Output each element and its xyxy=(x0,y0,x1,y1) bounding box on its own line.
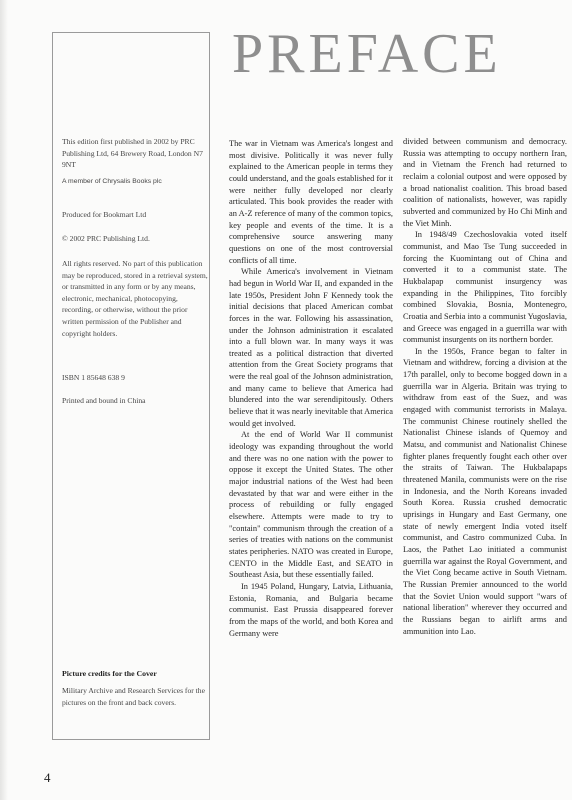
paragraph: In 1948/49 Czechoslovakia voted itself communist, and Mao Tse Tung succeeded in forcing the Kuomintang out of China and converted it to a communist state. The Hukbalapap communist insurgency was expanding in the Philippines, Tito forcibly combined Slovakia, Bosnia, Montenegro, Croatia and Serbia into a communist Yugoslavia, and Greece was engaged in a guerrilla war with communist insurgents on its northern border. xyxy=(403,230,567,345)
picture-credits-text: Military Archive and Research Services for the pictures on the front and back covers. xyxy=(62,686,205,707)
page-title: PREFACE xyxy=(232,23,502,85)
paragraph: At the end of World War II communist ideology was expanding throughout the world and there was no one nation with the power to oppose it except the United States. The other major industrial nations of the West had been devastated by that war and were either in the process of rebuilding or fully engaged elsewhere. Attempts were made to try to "contain" communism through the creation of a series of treaties with nations on the communist states peripheries. NATO was created in Europe, CENTO in the Middle East, and SEATO in Southeast Asia, but these essentially failed. xyxy=(229,430,393,580)
body-column-middle xyxy=(229,138,393,639)
paragraph: In 1945 Poland, Hungary, Latvia, Lithuania, Estonia, Romania, and Bulgaria became communist. East Prussia disappeared forever from the maps of the world, and both Korea and Germany were xyxy=(229,581,393,638)
page-number: 4 xyxy=(44,770,51,785)
paragraph: In the 1950s, France began to falter in Vietnam and withdrew, forcing a division at the 17th parallel, only to become bogged down in a guerrilla war in Algeria. Britain was trying to withdraw from east of the Suez, and was engaged with communist terrorists in Malaya. The communist Chinese routinely shelled the Nationalist Chinese islands of Quemoy and Matsu, and communist and Nationalist Chinese fighter planes frequently fought each other over the straits of Taiwan. The Hukbalapaps threatened Manila, communists were on the rise in Indonesia, and the North Koreans invaded South Korea. Russia crushed democratic uprisings in Hungary and East Germany, one state of newly emergent India voted itself communist, and Castro communized Cuba. In Laos, the Pathet Lao initiated a communist guerrilla war against the Royal Government, and the Viet Cong became active in South Vietnam. The Russian Premier announced to the world that the Soviet Union would support "wars of national liberation" wherever they occurred and the Russians began to airlift arms and ammunition into Lao. xyxy=(403,346,567,636)
paragraph: divided between communism and democracy. Russia was attempting to occupy northern Iran, and in Vietnam the French had returned to reclaim a colonial outpost and were opposed by a broad nationalist coalition. This broad based coalition of nationalists, however, was rapidly subverted and communized by Ho Chi Minh and the Viet Minh. xyxy=(403,137,567,228)
isbn: ISBN 1 85648 638 9 xyxy=(62,373,125,382)
paragraph: While America's involvement in Vietnam had begun in World War II, and expanded in the late 1950s, President John F Kennedy took the initial decisions that placed American combat forces in the war. Following his assassination, under the Johnson administration it escalated into a full blown war. In many ways it was treated as a political distraction that diverted attention from the Great Society programs that were the real goal of the Johnson administration, and many came to believe that America had blundered into the war serendipitously. Others believe that it was nearly inevitable that America would get involved. xyxy=(229,267,393,428)
picture-credits-heading: Picture credits for the Cover xyxy=(62,669,157,678)
publication-notice: This edition first published in 2002 by PRC Publishing Ltd, 64 Brewery Road, London N7 9NT xyxy=(62,137,203,170)
rights-notice: All rights reserved. No part of this publication may be reproduced, stored in a retrieval system, or transmitted in any form or by any means, electronic, mechanical, photocopying, recording, or otherwise, without the prior written permission of the Publisher and copyright holders. xyxy=(62,259,208,338)
copyright-notice: © 2002 PRC Publishing Ltd. xyxy=(62,234,150,243)
page-edge-shadow xyxy=(0,0,8,800)
paragraph: The war in Vietnam was America's longest and most divisive. Politically it was never fully explained to the American people in terms they could understand, and the goals established for it were neither fully developed nor clearly articulated. This book provides the reader with an A-Z reference of many of the common topics, key people and events of the time. It is a comprehensive source answering many questions on one of the most controversial conflicts of all time. xyxy=(229,139,393,265)
produced-for-note: Produced for Bookmart Ltd xyxy=(62,210,147,219)
print-location-note: Printed and bound in China xyxy=(62,396,146,405)
publisher-group-note: A member of Chrysalis Books plc xyxy=(62,178,162,185)
body-column-right xyxy=(403,136,567,637)
